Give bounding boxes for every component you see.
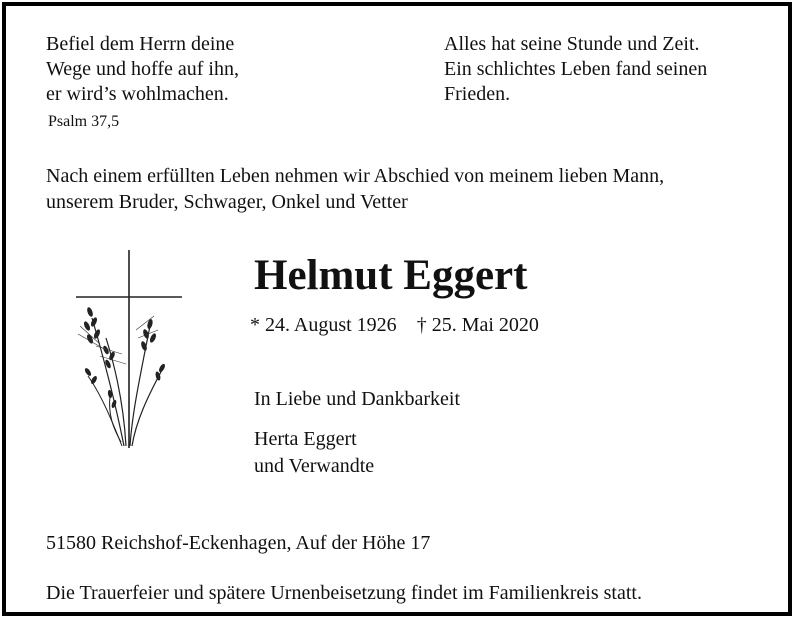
verse-left-line: Befiel dem Herrn deine (46, 33, 235, 55)
verse-reference: Psalm 37,5 (48, 113, 120, 130)
thanks-line: In Liebe und Dankbarkeit (254, 388, 461, 410)
funeral-notice: Die Trauerfeier und spätere Urnenbeisetzung findet im Familienkreis statt. (46, 582, 642, 604)
deceased-name: Helmut Eggert (254, 252, 528, 299)
obituary-frame (2, 2, 792, 616)
intro-line: Nach einem erfüllten Leben nehmen wir Abschied von meinem lieben Mann, (46, 165, 665, 187)
address: 51580 Reichshof-Eckenhagen, Auf der Höhe 17 (46, 532, 431, 554)
verse-left-line: Wege und hoffe auf ihn, (46, 58, 239, 80)
life-dates (250, 312, 539, 338)
mourner-line: Herta Eggert (254, 428, 357, 450)
verse-left-line: er wird’s wohlmachen. (46, 83, 229, 105)
verse-right-line: Alles hat seine Stunde und Zeit. (444, 33, 700, 55)
verse-left (46, 32, 386, 107)
death-date: † 25. Mai 2020 (416, 314, 539, 336)
intro-text (46, 163, 766, 215)
intro-line: unserem Bruder, Schwager, Onkel und Vetter (46, 191, 408, 213)
verse-right (444, 32, 784, 107)
birth-date: * 24. August 1926 (250, 314, 397, 336)
cross-with-wheat-icon (66, 246, 192, 452)
mourners (254, 426, 374, 480)
mourner-line: und Verwandte (254, 455, 375, 477)
verse-right-line: Ein schlichtes Leben fand seinen (444, 58, 708, 80)
verse-right-line: Frieden. (444, 83, 511, 105)
